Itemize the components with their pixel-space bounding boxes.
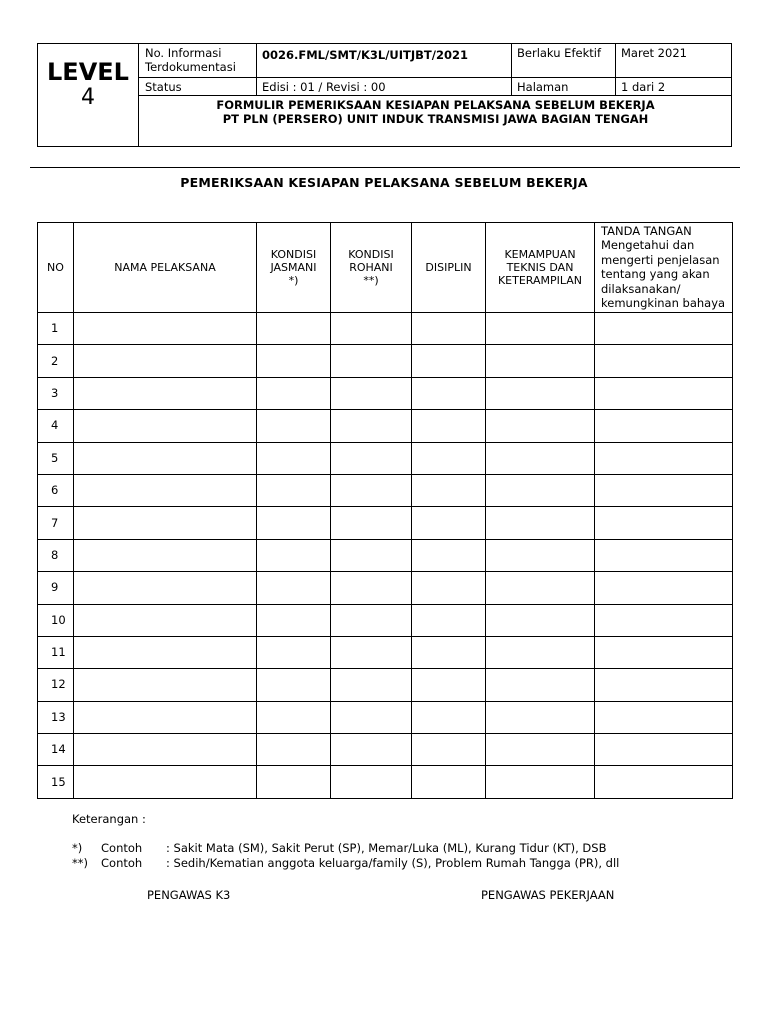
col-header-kemampuan: KEMAMPUAN TEKNIS DAN KETERAMPILAN: [486, 223, 595, 313]
page-value: 1 dari 2: [621, 80, 666, 94]
cell-rohani[interactable]: [331, 442, 412, 474]
cell-signature[interactable]: [595, 442, 733, 474]
cell-jasmani[interactable]: [257, 345, 331, 377]
row-number: 3: [38, 377, 74, 409]
cell-name[interactable]: [74, 734, 257, 766]
inspection-table: [37, 222, 733, 799]
cell-signature[interactable]: [595, 345, 733, 377]
cell-rohani[interactable]: [331, 701, 412, 733]
cell-kemampuan[interactable]: [486, 539, 595, 571]
cell-name[interactable]: [74, 442, 257, 474]
cell-name[interactable]: [74, 604, 257, 636]
cell-jasmani[interactable]: [257, 474, 331, 506]
table-row: [38, 507, 733, 539]
cell-signature[interactable]: [595, 410, 733, 442]
cell-rohani[interactable]: [331, 474, 412, 506]
row-number: 14: [38, 734, 74, 766]
row-number: 2: [38, 345, 74, 377]
cell-disiplin[interactable]: [412, 539, 486, 571]
cell-disiplin[interactable]: [412, 766, 486, 798]
cell-rohani[interactable]: [331, 539, 412, 571]
level-box: [38, 44, 139, 147]
form-title: PEMERIKSAAN KESIAPAN PELAKSANA SEBELUM BEKERJA: [180, 175, 588, 190]
note-mark-1: *): [72, 841, 83, 855]
level-number: 4: [81, 85, 95, 110]
cell-name[interactable]: [74, 572, 257, 604]
table-row: [38, 604, 733, 636]
cell-jasmani[interactable]: [257, 766, 331, 798]
cell-rohani[interactable]: [331, 377, 412, 409]
cell-name[interactable]: [74, 701, 257, 733]
cell-name[interactable]: [74, 313, 257, 345]
cell-rohani[interactable]: [331, 507, 412, 539]
cell-disiplin[interactable]: [412, 604, 486, 636]
table-row: [38, 474, 733, 506]
table-header-row: [38, 223, 733, 313]
title-line-1: FORMULIR PEMERIKSAAN KESIAPAN PELAKSANA SEBELUM BEKERJA: [216, 98, 655, 112]
cell-signature[interactable]: [595, 701, 733, 733]
cell-disiplin[interactable]: [412, 313, 486, 345]
row-number: 4: [38, 410, 74, 442]
row-number: 9: [38, 572, 74, 604]
row-number: 1: [38, 313, 74, 345]
cell-disiplin[interactable]: [412, 701, 486, 733]
cell-kemampuan[interactable]: [486, 669, 595, 701]
cell-disiplin[interactable]: [412, 636, 486, 668]
cell-signature[interactable]: [595, 313, 733, 345]
cell-rohani[interactable]: [331, 313, 412, 345]
row-number: 7: [38, 507, 74, 539]
col-header-rohani: KONDISI ROHANI **): [331, 223, 412, 313]
cell-kemampuan[interactable]: [486, 572, 595, 604]
cell-jasmani[interactable]: [257, 572, 331, 604]
cell-kemampuan[interactable]: [486, 313, 595, 345]
cell-jasmani[interactable]: [257, 410, 331, 442]
cell-jasmani[interactable]: [257, 539, 331, 571]
cell-kemampuan[interactable]: [486, 442, 595, 474]
note-text-1: : Sakit Mata (SM), Sakit Perut (SP), Memar/Luka (ML), Kurang Tidur (KT), DSB: [166, 841, 607, 855]
cell-jasmani[interactable]: [257, 636, 331, 668]
cell-name[interactable]: [74, 669, 257, 701]
cell-name[interactable]: [74, 474, 257, 506]
level-word: LEVEL: [47, 58, 129, 86]
row-number: 5: [38, 442, 74, 474]
cell-kemampuan[interactable]: [486, 701, 595, 733]
cell-signature[interactable]: [595, 636, 733, 668]
col-header-signature: TANDA TANGAN Mengetahui dan mengerti penjelasan tentang yang akan dilaksanakan/ kemungkinan bahaya: [595, 223, 733, 313]
cell-disiplin[interactable]: [412, 734, 486, 766]
table-row: [38, 734, 733, 766]
cell-jasmani[interactable]: [257, 701, 331, 733]
cell-disiplin[interactable]: [412, 345, 486, 377]
effective-value: Maret 2021: [621, 46, 687, 60]
table-row: [38, 766, 733, 798]
cell-disiplin[interactable]: [412, 442, 486, 474]
cell-name[interactable]: [74, 410, 257, 442]
cell-kemampuan[interactable]: [486, 345, 595, 377]
cell-name[interactable]: [74, 345, 257, 377]
table-row: [38, 701, 733, 733]
document-title: [139, 96, 732, 126]
cell-disiplin[interactable]: [412, 410, 486, 442]
cell-name[interactable]: [74, 377, 257, 409]
cell-jasmani[interactable]: [257, 669, 331, 701]
cell-jasmani[interactable]: [257, 377, 331, 409]
cell-kemampuan[interactable]: [486, 377, 595, 409]
col-header-name: NAMA PELAKSANA: [74, 223, 257, 313]
note-mark-2: **): [72, 856, 88, 870]
cell-signature[interactable]: [595, 539, 733, 571]
cell-signature[interactable]: [595, 669, 733, 701]
cell-rohani[interactable]: [331, 636, 412, 668]
cell-signature[interactable]: [595, 572, 733, 604]
cell-jasmani[interactable]: [257, 313, 331, 345]
cell-signature[interactable]: [595, 766, 733, 798]
cell-disiplin[interactable]: [412, 507, 486, 539]
page-label: Halaman: [517, 80, 569, 94]
table-row: [38, 377, 733, 409]
note-text-2: : Sedih/Kematian anggota keluarga/family (S), Problem Rumah Tangga (PR), dll: [166, 856, 620, 870]
row-number: 6: [38, 474, 74, 506]
cell-rohani[interactable]: [331, 410, 412, 442]
cell-kemampuan[interactable]: [486, 604, 595, 636]
cell-disiplin[interactable]: [412, 669, 486, 701]
cell-signature[interactable]: [595, 474, 733, 506]
cell-kemampuan[interactable]: [486, 636, 595, 668]
row-number: 12: [38, 669, 74, 701]
col-header-no: NO: [38, 223, 74, 313]
cell-rohani[interactable]: [331, 345, 412, 377]
table-row: [38, 636, 733, 668]
cell-jasmani[interactable]: [257, 507, 331, 539]
cell-signature[interactable]: [595, 507, 733, 539]
cell-kemampuan[interactable]: [486, 474, 595, 506]
cell-name[interactable]: [74, 766, 257, 798]
signature-label-work: PENGAWAS PEKERJAAN: [481, 888, 615, 902]
cell-disiplin[interactable]: [412, 572, 486, 604]
cell-signature[interactable]: [595, 604, 733, 636]
cell-rohani[interactable]: [331, 604, 412, 636]
separator-line: [30, 167, 740, 168]
cell-jasmani[interactable]: [257, 442, 331, 474]
table-row: [38, 572, 733, 604]
cell-kemampuan[interactable]: [486, 734, 595, 766]
row-number: 10: [38, 604, 74, 636]
cell-disiplin[interactable]: [412, 474, 486, 506]
note-label-2: Contoh: [101, 856, 143, 870]
cell-disiplin[interactable]: [412, 377, 486, 409]
cell-rohani[interactable]: [331, 734, 412, 766]
table-row: [38, 442, 733, 474]
table-row: [38, 313, 733, 345]
cell-kemampuan[interactable]: [486, 410, 595, 442]
cell-name[interactable]: [74, 507, 257, 539]
col-header-disiplin: DISIPLIN: [412, 223, 486, 313]
signature-label-k3: PENGAWAS K3: [147, 888, 231, 902]
document-header: [37, 43, 732, 147]
col-header-jasmani: KONDISI JASMANI *): [257, 223, 331, 313]
table-row: [38, 669, 733, 701]
doc-number: 0026.FML/SMT/K3L/UITJBT/2021: [262, 48, 468, 62]
row-number: 8: [38, 539, 74, 571]
status-value: Edisi : 01 / Revisi : 00: [262, 80, 386, 94]
row-number: 11: [38, 636, 74, 668]
table-row: [38, 345, 733, 377]
cell-kemampuan[interactable]: [486, 507, 595, 539]
cell-jasmani[interactable]: [257, 604, 331, 636]
cell-rohani[interactable]: [331, 766, 412, 798]
cell-rohani[interactable]: [331, 669, 412, 701]
cell-rohani[interactable]: [331, 572, 412, 604]
table-row: [38, 539, 733, 571]
cell-signature[interactable]: [595, 377, 733, 409]
notes-heading: Keterangan :: [72, 812, 146, 826]
row-number: 13: [38, 701, 74, 733]
cell-kemampuan[interactable]: [486, 766, 595, 798]
status-label: Status: [145, 80, 182, 94]
info-label: No. Informasi Terdokumentasi: [145, 46, 236, 74]
note-label-1: Contoh: [101, 841, 143, 855]
effective-label: Berlaku Efektif: [517, 46, 601, 60]
title-line-2: PT PLN (PERSERO) UNIT INDUK TRANSMISI JAWA BAGIAN TENGAH: [222, 112, 649, 126]
cell-jasmani[interactable]: [257, 734, 331, 766]
row-number: 15: [38, 766, 74, 798]
cell-signature[interactable]: [595, 734, 733, 766]
cell-name[interactable]: [74, 636, 257, 668]
table-row: [38, 410, 733, 442]
cell-name[interactable]: [74, 539, 257, 571]
